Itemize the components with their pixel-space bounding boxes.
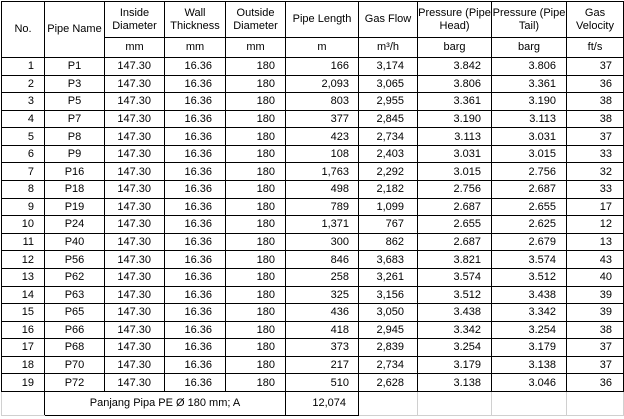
table-cell: 3.512 — [492, 268, 567, 286]
table-cell: 16.36 — [165, 268, 226, 286]
footer-ghost-cell — [492, 392, 567, 416]
table-cell: 147.30 — [105, 286, 165, 304]
table-cell: 147.30 — [105, 163, 165, 181]
table-row — [2, 198, 624, 216]
footer-summary-label: Panjang Pipa PE Ø 180 mm; A — [45, 392, 286, 416]
table-cell: 423 — [286, 128, 359, 146]
table-cell: 180 — [226, 268, 286, 286]
table-cell: 16.36 — [165, 163, 226, 181]
table-cell: 16.36 — [165, 321, 226, 339]
table-cell: 3,174 — [359, 58, 418, 76]
table-cell: 3.821 — [418, 251, 492, 269]
table-cell: 180 — [226, 339, 286, 357]
table-cell: P56 — [45, 251, 105, 269]
table-cell: 180 — [226, 198, 286, 216]
table-cell: 803 — [286, 93, 359, 111]
table-cell: 43 — [567, 251, 624, 269]
table-cell: 3.574 — [418, 268, 492, 286]
footer-total-length: 12,074 — [286, 392, 359, 416]
col-header-pressure-tail: Pressure (Pipe Tail) — [492, 2, 567, 38]
table-cell: 4 — [2, 110, 45, 128]
table-cell: 166 — [286, 58, 359, 76]
table-row — [2, 75, 624, 93]
table-cell: 418 — [286, 321, 359, 339]
table-cell: 2,403 — [359, 145, 418, 163]
table-cell: P1 — [45, 58, 105, 76]
table-cell: 3.179 — [492, 339, 567, 357]
table-cell: 373 — [286, 339, 359, 357]
table-cell: 16 — [2, 321, 45, 339]
table-cell: 6 — [2, 145, 45, 163]
table-cell: 108 — [286, 145, 359, 163]
table-cell: 38 — [567, 110, 624, 128]
table-cell: 510 — [286, 374, 359, 392]
footer-ghost-cell — [567, 392, 624, 416]
table-row — [2, 268, 624, 286]
table-cell: 3.015 — [418, 163, 492, 181]
table-cell: 147.30 — [105, 233, 165, 251]
table-cell: 16.36 — [165, 304, 226, 322]
header-row-labels — [2, 2, 624, 38]
table-cell: 16.36 — [165, 75, 226, 93]
table-cell: 3.574 — [492, 251, 567, 269]
table-cell: 3.046 — [492, 374, 567, 392]
table-cell: 3.842 — [418, 58, 492, 76]
table-cell: 436 — [286, 304, 359, 322]
table-cell: P40 — [45, 233, 105, 251]
footer-ghost-cell — [359, 392, 418, 416]
table-cell: 3.190 — [418, 110, 492, 128]
table-cell: 16.36 — [165, 128, 226, 146]
table-cell: 19 — [2, 374, 45, 392]
table-cell: 2.687 — [418, 233, 492, 251]
table-cell: 789 — [286, 198, 359, 216]
table-cell: 180 — [226, 58, 286, 76]
table-row — [2, 339, 624, 357]
table-cell: 8 — [2, 181, 45, 199]
table-cell: 17 — [2, 339, 45, 357]
table-cell: 16.36 — [165, 198, 226, 216]
table-cell: 180 — [226, 286, 286, 304]
table-cell: 180 — [226, 304, 286, 322]
table-cell: 2.756 — [492, 163, 567, 181]
table-cell: 2,955 — [359, 93, 418, 111]
footer-empty-cell — [2, 392, 45, 416]
table-cell: P66 — [45, 321, 105, 339]
table-cell: P9 — [45, 145, 105, 163]
table-cell: 3 — [2, 93, 45, 111]
table-cell: 147.30 — [105, 58, 165, 76]
table-cell: 3.190 — [492, 93, 567, 111]
table-cell: 7 — [2, 163, 45, 181]
table-cell: 147.30 — [105, 110, 165, 128]
table-cell: 16.36 — [165, 145, 226, 163]
table-cell: 3.806 — [418, 75, 492, 93]
table-body — [2, 58, 624, 392]
table-cell: 147.30 — [105, 128, 165, 146]
table-cell: P68 — [45, 339, 105, 357]
table-cell: 180 — [226, 93, 286, 111]
table-cell: 147.30 — [105, 198, 165, 216]
table-cell: 9 — [2, 198, 45, 216]
table-cell: 37 — [567, 58, 624, 76]
table-cell: 16.36 — [165, 216, 226, 234]
table-cell: 147.30 — [105, 321, 165, 339]
table-row — [2, 304, 624, 322]
table-cell: 147.30 — [105, 181, 165, 199]
table-cell: 36 — [567, 374, 624, 392]
table-cell: 180 — [226, 321, 286, 339]
table-cell: 16.36 — [165, 233, 226, 251]
footer-ghost-cell — [418, 392, 492, 416]
unit-wall-thickness: mm — [165, 38, 226, 58]
table-row — [2, 145, 624, 163]
table-cell: 16.36 — [165, 286, 226, 304]
table-cell: 147.30 — [105, 93, 165, 111]
table-cell: 3.113 — [418, 128, 492, 146]
table-cell: 36 — [567, 75, 624, 93]
unit-pipe-length: m — [286, 38, 359, 58]
table-cell: 38 — [567, 321, 624, 339]
table-cell: 3.438 — [418, 304, 492, 322]
table-cell: P63 — [45, 286, 105, 304]
table-row — [2, 251, 624, 269]
table-cell: 37 — [567, 339, 624, 357]
table-cell: 180 — [226, 75, 286, 93]
table-cell: 12 — [567, 216, 624, 234]
unit-pressure-tail: barg — [492, 38, 567, 58]
table-cell: 325 — [286, 286, 359, 304]
table-cell: 3.138 — [492, 356, 567, 374]
table-cell: 147.30 — [105, 268, 165, 286]
col-header-inside-diameter: Inside Diameter — [105, 2, 165, 38]
table-cell: 15 — [2, 304, 45, 322]
table-cell: P19 — [45, 198, 105, 216]
table-cell: 147.30 — [105, 339, 165, 357]
table-cell: 147.30 — [105, 145, 165, 163]
table-cell: 1 — [2, 58, 45, 76]
unit-gas-flow: m³/h — [359, 38, 418, 58]
table-cell: 11 — [2, 233, 45, 251]
table-cell: 2,945 — [359, 321, 418, 339]
table-cell: 3.254 — [418, 339, 492, 357]
table-cell: 217 — [286, 356, 359, 374]
table-cell: 3.342 — [418, 321, 492, 339]
table-row — [2, 163, 624, 181]
table-cell: 862 — [359, 233, 418, 251]
table-cell: 1,763 — [286, 163, 359, 181]
table-cell: 3.031 — [418, 145, 492, 163]
table-cell: 16.36 — [165, 339, 226, 357]
col-header-gas-velocity: Gas Velocity — [567, 2, 624, 38]
table-cell: 37 — [567, 128, 624, 146]
table-cell: 2,628 — [359, 374, 418, 392]
table-row — [2, 286, 624, 304]
table-cell: 13 — [2, 268, 45, 286]
table-cell: 13 — [567, 233, 624, 251]
table-cell: 3.179 — [418, 356, 492, 374]
table-cell: 3.512 — [418, 286, 492, 304]
table-row — [2, 93, 624, 111]
table-cell: 37 — [567, 356, 624, 374]
table-row — [2, 128, 624, 146]
table-cell: 32 — [567, 163, 624, 181]
table-cell: 16.36 — [165, 374, 226, 392]
table-cell: 2,839 — [359, 339, 418, 357]
table-cell: 180 — [226, 374, 286, 392]
table-cell: 39 — [567, 286, 624, 304]
table-footer — [2, 392, 624, 416]
table-cell: 147.30 — [105, 75, 165, 93]
table-cell: 3.113 — [492, 110, 567, 128]
table-cell: 180 — [226, 110, 286, 128]
table-row — [2, 110, 624, 128]
table-cell: 2.687 — [418, 198, 492, 216]
table-cell: 16.36 — [165, 181, 226, 199]
table-cell: 3.361 — [418, 93, 492, 111]
table-cell: 16.36 — [165, 110, 226, 128]
table-cell: 14 — [2, 286, 45, 304]
table-cell: 16.36 — [165, 356, 226, 374]
table-cell: 38 — [567, 93, 624, 111]
table-cell: 180 — [226, 163, 286, 181]
col-header-pipe-length: Pipe Length — [286, 2, 359, 38]
table-cell: 2,182 — [359, 181, 418, 199]
table-cell: 2,292 — [359, 163, 418, 181]
table-cell: P5 — [45, 93, 105, 111]
table-cell: 1,371 — [286, 216, 359, 234]
table-cell: P16 — [45, 163, 105, 181]
table-cell: 180 — [226, 356, 286, 374]
unit-inside-diameter: mm — [105, 38, 165, 58]
table-cell: 147.30 — [105, 251, 165, 269]
table-cell: 2.655 — [418, 216, 492, 234]
table-cell: 40 — [567, 268, 624, 286]
table-cell: 180 — [226, 181, 286, 199]
col-header-pipe-name: Pipe Name — [45, 2, 105, 58]
table-cell: 3.806 — [492, 58, 567, 76]
table-cell: 3.015 — [492, 145, 567, 163]
table-cell: 39 — [567, 304, 624, 322]
table-cell: 3.254 — [492, 321, 567, 339]
table-cell: 3,683 — [359, 251, 418, 269]
table-cell: P72 — [45, 374, 105, 392]
pipe-data-table — [1, 1, 624, 416]
table-row — [2, 58, 624, 76]
table-cell: 2,845 — [359, 110, 418, 128]
table-cell: 147.30 — [105, 304, 165, 322]
table-cell: 2,734 — [359, 356, 418, 374]
table-header — [2, 2, 624, 58]
table-cell: 3.138 — [418, 374, 492, 392]
table-cell: 3,065 — [359, 75, 418, 93]
table-cell: P65 — [45, 304, 105, 322]
table-cell: 377 — [286, 110, 359, 128]
table-cell: 18 — [2, 356, 45, 374]
table-cell: 16.36 — [165, 251, 226, 269]
table-cell: 3,050 — [359, 304, 418, 322]
table-cell: 147.30 — [105, 356, 165, 374]
table-cell: 180 — [226, 216, 286, 234]
table-cell: 16.36 — [165, 58, 226, 76]
col-header-wall-thickness: Wall Thickness — [165, 2, 226, 38]
table-cell: P3 — [45, 75, 105, 93]
table-cell: 147.30 — [105, 216, 165, 234]
table-cell: 5 — [2, 128, 45, 146]
table-cell: P7 — [45, 110, 105, 128]
table-cell: 12 — [2, 251, 45, 269]
col-header-no: No. — [2, 2, 45, 58]
table-row — [2, 216, 624, 234]
table-cell: 2.687 — [492, 181, 567, 199]
table-row — [2, 356, 624, 374]
table-cell: 767 — [359, 216, 418, 234]
table-cell: 3.342 — [492, 304, 567, 322]
table-cell: P18 — [45, 181, 105, 199]
table-cell: P62 — [45, 268, 105, 286]
table-cell: 180 — [226, 233, 286, 251]
table-footer-row — [2, 392, 624, 416]
table-cell: 33 — [567, 145, 624, 163]
table-cell: 3.438 — [492, 286, 567, 304]
table-cell: 2.625 — [492, 216, 567, 234]
table-cell: 2.756 — [418, 181, 492, 199]
table-cell: 3.031 — [492, 128, 567, 146]
col-header-outside-diameter: Outside Diameter — [226, 2, 286, 38]
unit-gas-velocity: ft/s — [567, 38, 624, 58]
table-row — [2, 374, 624, 392]
table-cell: 2.655 — [492, 198, 567, 216]
table-cell: 1,099 — [359, 198, 418, 216]
table-row — [2, 233, 624, 251]
table-cell: P8 — [45, 128, 105, 146]
table-row — [2, 181, 624, 199]
table-cell: 258 — [286, 268, 359, 286]
table-cell: 10 — [2, 216, 45, 234]
table-cell: 2.679 — [492, 233, 567, 251]
unit-pressure-head: barg — [418, 38, 492, 58]
table-cell: 17 — [567, 198, 624, 216]
table-cell: 3,261 — [359, 268, 418, 286]
table-cell: 2,093 — [286, 75, 359, 93]
table-cell: 3,156 — [359, 286, 418, 304]
table-cell: 180 — [226, 145, 286, 163]
table-cell: 3.361 — [492, 75, 567, 93]
table-cell: 33 — [567, 181, 624, 199]
table-cell: P70 — [45, 356, 105, 374]
table-row — [2, 321, 624, 339]
table-cell: 846 — [286, 251, 359, 269]
table-cell: 180 — [226, 128, 286, 146]
table-cell: 16.36 — [165, 93, 226, 111]
col-header-pressure-head: Pressure (Pipe Head) — [418, 2, 492, 38]
col-header-gas-flow: Gas Flow — [359, 2, 418, 38]
unit-outside-diameter: mm — [226, 38, 286, 58]
table-cell: 2 — [2, 75, 45, 93]
table-cell: 180 — [226, 251, 286, 269]
table-cell: P24 — [45, 216, 105, 234]
table-cell: 147.30 — [105, 374, 165, 392]
table-cell: 2,734 — [359, 128, 418, 146]
table-cell: 498 — [286, 181, 359, 199]
table-cell: 300 — [286, 233, 359, 251]
